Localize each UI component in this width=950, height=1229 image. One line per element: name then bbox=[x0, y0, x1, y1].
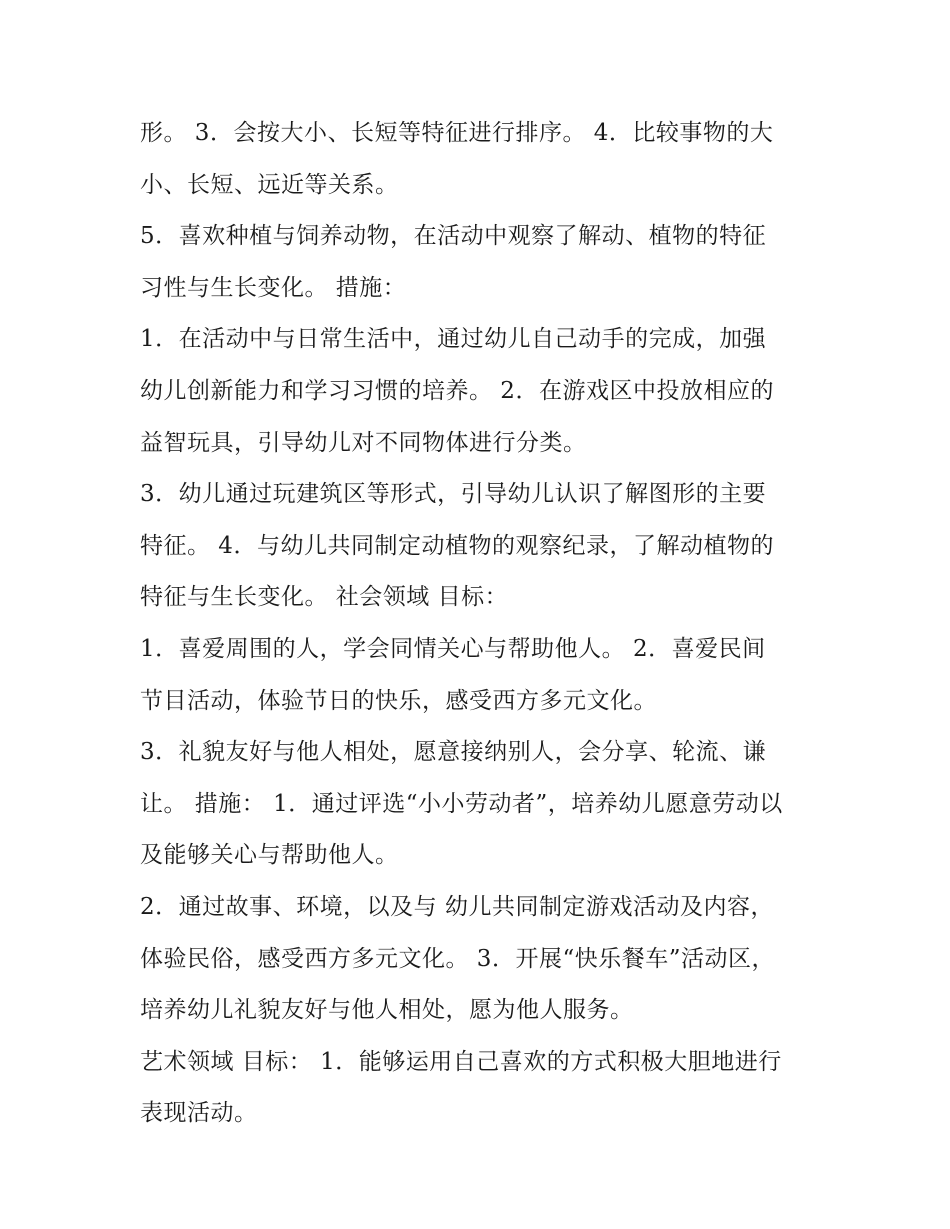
text-line: 形。 3．会按大小、长短等特征进行排序。 4．比较事物的大 bbox=[140, 120, 774, 146]
document-body bbox=[140, 108, 820, 1140]
text-line: 体验民俗，感受西方多元文化。 3．开展“快乐餐车”活动区， bbox=[140, 945, 775, 972]
text-line: 表现活动。 bbox=[140, 1100, 258, 1127]
text-line: 让。 措施： 1．通过评选“小小劳动者”，培养幼儿愿意劳动以 bbox=[140, 790, 783, 817]
text-line: 益智玩具，引导幼儿对不同物体进行分类。 bbox=[140, 429, 587, 456]
text-line: 1．喜爱周围的人，学会同情关心与帮助他人。 2．喜爱民间 bbox=[140, 635, 766, 662]
text-line: 幼儿创新能力和学习习惯的培养。 2．在游戏区中投放相应的 bbox=[140, 377, 774, 404]
text-line: 2．通过故事、环境，以及与 幼儿共同制定游戏活动及内容， bbox=[140, 893, 774, 920]
text-line: 特征与生长变化。 社会领域 目标： bbox=[140, 584, 509, 611]
text-line: 节目活动，体验节日的快乐，感受西方多元文化。 bbox=[140, 687, 657, 714]
text-line: 5．喜欢种植与饲养动物，在活动中观察了解动、植物的特征 bbox=[140, 223, 767, 250]
text-line: 小、长短、远近等关系。 bbox=[140, 171, 399, 198]
text-line: 3．幼儿通过玩建筑区等形式，引导幼儿认识了解图形的主要 bbox=[140, 481, 767, 508]
text-line: 3．礼貌友好与他人相处，愿意接纳别人，会分享、轮流、谦 bbox=[140, 739, 767, 766]
text-line: 习性与生长变化。 措施： bbox=[140, 274, 407, 301]
text-line: 艺术领域 目标： 1．能够运用自己喜欢的方式积极大胆地进行 bbox=[140, 1048, 782, 1075]
text-line: 1．在活动中与日常生活中，通过幼儿自己动手的完成，加强 bbox=[140, 326, 767, 353]
text-line: 及能够关心与帮助他人。 bbox=[140, 842, 399, 869]
text-line: 培养幼儿礼貌友好与他人相处，愿为他人服务。 bbox=[140, 997, 634, 1024]
text-line: 特征。 4．与幼儿共同制定动植物的观察纪录，了解动植物的 bbox=[140, 532, 774, 559]
